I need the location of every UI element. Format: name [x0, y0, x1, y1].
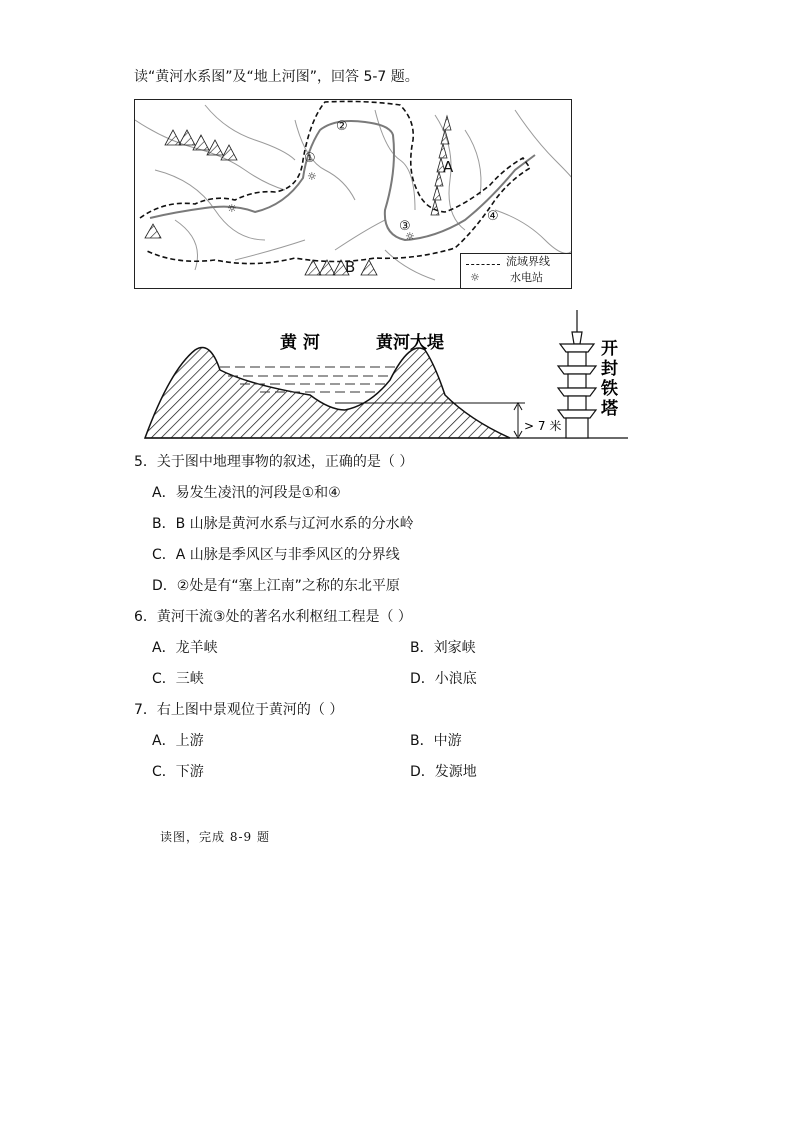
question-6-stem: 6．黄河干流③处的著名水利枢纽工程是（ ）	[134, 609, 412, 625]
intro-text: 读“黄河水系图”及“地上河图”，回答 5-7 题。	[134, 69, 419, 85]
basin-boundary	[140, 101, 530, 263]
question-7-option-c[interactable]: C．下游	[152, 764, 204, 780]
question-5-option-a[interactable]: A．易发生凌汛的河段是①和④	[152, 485, 341, 501]
station-icon: ☼	[227, 202, 237, 215]
above-ground-river-diagram	[140, 310, 630, 440]
hydropower-icon: ☼	[470, 271, 480, 284]
height-arrow	[514, 403, 522, 438]
tower-char: 开	[601, 339, 618, 359]
tower-char: 封	[601, 359, 618, 379]
section-drawing	[140, 310, 630, 440]
iron-tower-icon	[558, 310, 596, 438]
yellow-river-system-map	[134, 99, 572, 289]
question-7-stem: 7．右上图中景观位于黄河的（ ）	[134, 702, 344, 718]
map-legend	[460, 253, 571, 288]
question-5-option-d[interactable]: D．②处是有“塞上江南”之称的东北平原	[152, 578, 400, 594]
dashed-line-icon	[466, 264, 500, 265]
legend-boundary-label: 流域界线	[506, 255, 550, 268]
height-label: > 7 米	[524, 419, 562, 433]
legend-station-label: 水电站	[510, 271, 543, 284]
question-6-option-b[interactable]: B．刘家峡	[410, 640, 476, 656]
marker-2: ②	[336, 119, 348, 134]
station-icon: ☼	[405, 230, 415, 243]
label-b: B	[345, 258, 356, 276]
marker-4: ④	[487, 209, 499, 224]
question-6-option-a[interactable]: A．龙羊峡	[152, 640, 218, 656]
marker-3: ③	[399, 219, 411, 234]
question-5-stem: 5．关于图中地理事物的叙述，正确的是（ ）	[134, 454, 414, 470]
question-6-option-d[interactable]: D．小浪底	[410, 671, 477, 687]
question-6-option-c[interactable]: C．三峡	[152, 671, 204, 687]
tower-char: 铁	[601, 379, 618, 399]
tower-char: 塔	[601, 399, 618, 419]
question-7-option-a[interactable]: A．上游	[152, 733, 204, 749]
yellow-river-main	[150, 121, 535, 240]
label-a: A	[443, 158, 454, 176]
question-7-option-b[interactable]: B．中游	[410, 733, 462, 749]
levee-and-riverbed	[145, 348, 510, 439]
marker-1: ①	[304, 151, 316, 166]
question-5-option-b[interactable]: B．B 山脉是黄河水系与辽河水系的分水岭	[152, 516, 414, 532]
station-icon: ☼	[307, 170, 317, 183]
tower-label	[600, 339, 619, 419]
river-label: 黄 河	[280, 333, 320, 353]
western-ranges	[145, 130, 237, 238]
question-7-option-d[interactable]: D．发源地	[410, 764, 477, 780]
mountain-range-b	[305, 260, 377, 275]
dike-label: 黄河大堤	[376, 333, 444, 353]
question-5-option-c[interactable]: C．A 山脉是季风区与非季风区的分界线	[152, 547, 400, 563]
next-section-intro: 读图，完成 8-9 题	[160, 830, 270, 844]
